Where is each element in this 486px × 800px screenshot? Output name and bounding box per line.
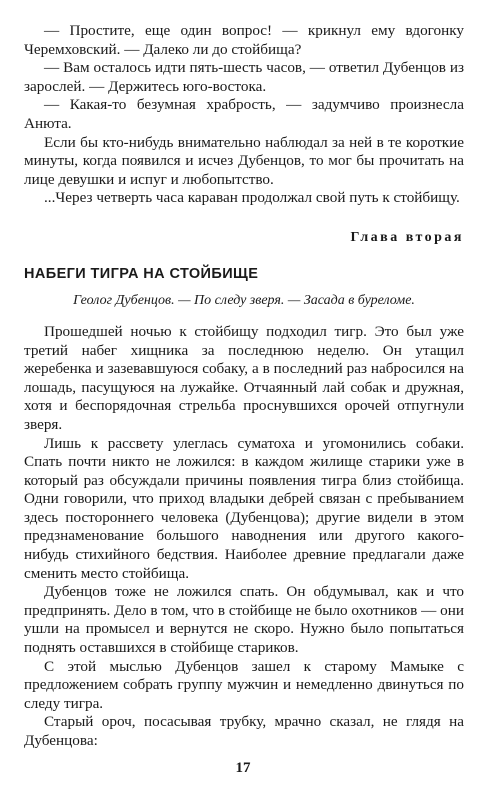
chapter-label: Глава вторая — [350, 229, 464, 245]
paragraph: Дубенцов тоже не ложился спать. Он обдумывал, как и что предпринять. Дело в том, что в стойбище не было охотников — они ушли на промысел и вернутся не скоро. Нужно было попытаться поднять оставшихся в стойбище стариков. — [24, 583, 464, 657]
paragraph: — Простите, еще один вопрос! — крикнул ему вдогонку Черемховский. — Далеко ли до стойбища? — [24, 22, 464, 58]
paragraph: Старый ороч, посасывая трубку, мрачно сказал, не глядя на Дубенцова: — [24, 713, 464, 749]
paragraph: Лишь к рассвету улеглась суматоха и угомонились собаки. Спать почти никто не ложился: в каждом жилище старики уже в который раз обсуждали причины появления тигра близ стойбища. Одни говорили, что приход владыки дебрей связан с пребыванием здесь постороннего человека (Дубенцова); другие видели в этом предзнаменование большого наводнения или другого какого-нибудь стихийного бедствия. Наиболее древние предлагали даже сменить место стойбища. — [24, 434, 464, 582]
page-number: 17 — [235, 760, 251, 776]
paragraph: Если бы кто-нибудь внимательно наблюдал за ней в те короткие минуты, когда появился и исчез Дубенцов, то мог бы прочитать на лице девушки и испуг и любопытство. — [24, 133, 464, 188]
top-text-block — [24, 22, 464, 208]
epigraph: Геолог Дубенцов. — По следу зверя. — Засада в буреломе. — [73, 292, 415, 308]
body-text-block — [24, 323, 464, 751]
section-title: НАБЕГИ ТИГРА НА СТОЙБИЩЕ — [24, 265, 259, 282]
paragraph: — Вам осталось идти пять-шесть часов, — ответил Дубенцов из зарослей. — Держитесь юго-востока. — [24, 59, 464, 95]
paragraph: — Какая-то безумная храбрость, — задумчиво произнесла Анюта. — [24, 96, 464, 132]
paragraph: Прошедшей ночью к стойбищу подходил тигр. Это был уже третий набег хищника за последнюю неделю. Он утащил жеребенка и зазевавшуюся собаку, а в последний раз набросился на лошадь, пасущуюся на лужайке. Отчаянный лай собак и дружная, хотя и беспорядочная стрельба проснувшихся орочей отпугнули зверя. — [24, 322, 464, 433]
paragraph: ...Через четверть часа караван продолжал свой путь к стойбищу. — [44, 189, 460, 207]
paragraph: С этой мыслью Дубенцов зашел к старому Мамыке с предложением собрать группу мужчин и немедленно двинуться по следу тигра. — [24, 657, 464, 712]
